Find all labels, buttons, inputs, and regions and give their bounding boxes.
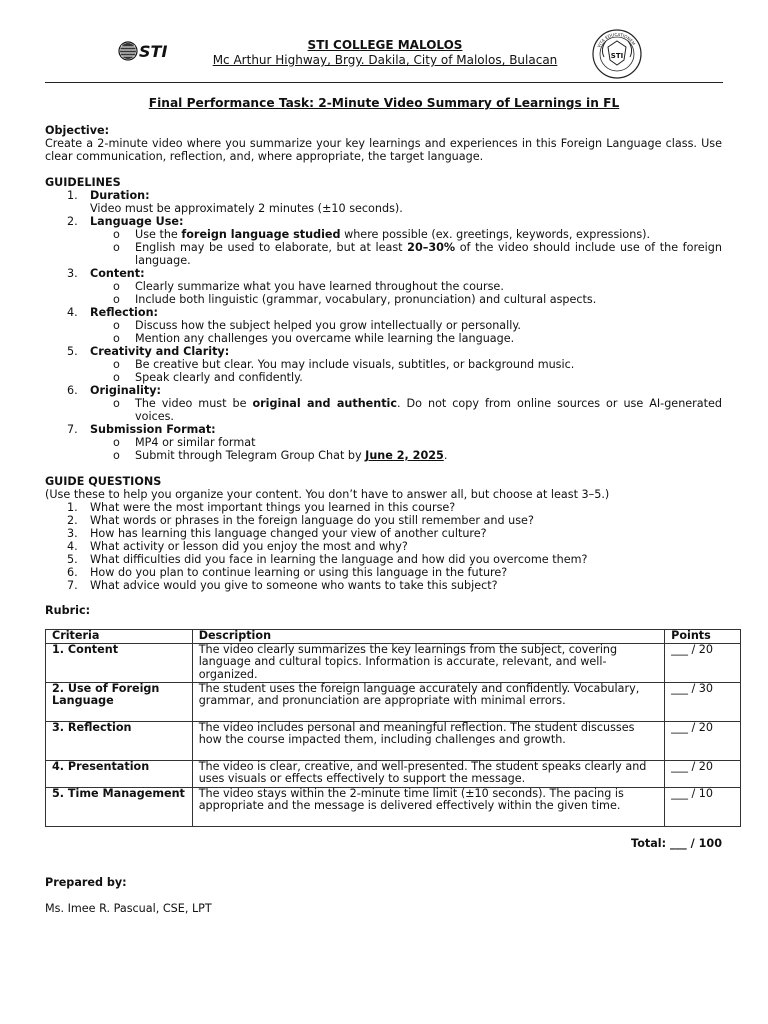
rubric-description: The video includes personal and meaningful reflection. The student discusses how the course impacted them, including challenges and growth. [192, 721, 664, 760]
guideline-number: 7. [67, 423, 78, 436]
guideline-subitem: o The video must be original and authentic. Do not copy from online sources or use AI-generated voices. [113, 397, 722, 423]
bullet-icon: o [113, 436, 120, 449]
document-body [45, 124, 722, 592]
bullet-icon: o [113, 280, 120, 293]
bullet-icon: o [113, 371, 120, 384]
due-date: June 2, 2025 [365, 449, 444, 462]
rubric-row [46, 760, 741, 787]
guideline-item [45, 345, 722, 358]
guide-questions-intro: (Use these to help you organize your content. You don’t have to answer all, but choose at least 3–5.) [45, 488, 610, 501]
guideline-number: 3. [67, 267, 78, 280]
sti-logo [118, 40, 174, 65]
guideline-subitem: o Use the foreign language studied where possible (ex. greetings, keywords, expressions). [113, 228, 651, 241]
bullet-icon: o [113, 293, 120, 306]
column-header-points: Points [665, 630, 741, 644]
bullet-icon: o [113, 228, 120, 241]
question-item: 1. What were the most important things you learned in this course? [67, 501, 456, 514]
header-divider [45, 82, 723, 83]
guideline-subitem: o Clearly summarize what you have learned throughout the course. [113, 280, 504, 293]
guideline-subitem: o Discuss how the subject helped you grow intellectually or personally. [113, 319, 521, 332]
question-item: 3. How has learning this language changed your view of another culture? [67, 527, 487, 540]
sti-logo-text: STI [139, 42, 168, 61]
question-item: 5. What difficulties did you face in learning the language and how did you overcome them? [67, 553, 588, 566]
rubric-row [46, 643, 741, 682]
guideline-subitem: o Speak clearly and confidently. [113, 371, 303, 384]
guideline-title: Language Use: [90, 215, 184, 228]
rubric-description: The student uses the foreign language accurately and confidently. Vocabulary, grammar, and pronunciation are appropriate with minimal errors. [192, 682, 664, 721]
bullet-icon: o [113, 449, 120, 462]
rubric-points: ___ / 30 [665, 682, 741, 721]
guideline-item [45, 306, 722, 319]
prepared-by-label: Prepared by: [45, 876, 127, 889]
guideline-subitem: o Mention any challenges you overcame while learning the language. [113, 332, 515, 345]
objective-label: Objective: [45, 124, 110, 137]
rubric-header-row [46, 630, 741, 644]
rubric-row [46, 787, 741, 826]
bullet-icon: o [113, 319, 120, 332]
guideline-title: Originality: [90, 384, 162, 397]
rubric-points: ___ / 20 [665, 760, 741, 787]
guideline-title: Submission Format: [90, 423, 216, 436]
guideline-item [45, 384, 722, 397]
bullet-icon: o [113, 358, 120, 371]
column-header-description: Description [192, 630, 664, 644]
guideline-number: 2. [67, 215, 78, 228]
guide-questions-heading: GUIDE QUESTIONS [45, 475, 162, 488]
guideline-title: Content: [90, 267, 145, 280]
seal-ring-text: VITA EDUCATIONEM [596, 31, 637, 49]
guideline-subitem: o Be creative but clear. You may include visuals, subtitles, or background music. [113, 358, 575, 371]
bullet-icon: o [113, 241, 120, 254]
seal-text: STI [610, 52, 624, 60]
rubric-description: The video stays within the 2-minute time limit (±10 seconds). The pacing is appropriate and the message is delivered effectively within the given time. [192, 787, 664, 826]
guideline-number: 5. [67, 345, 78, 358]
question-item: 7. What advice would you give to someone who wants to take this subject? [67, 579, 498, 592]
rubric-row [46, 721, 741, 760]
guideline-item [45, 423, 722, 436]
guideline-number: 1. [67, 189, 78, 202]
guideline-title: Creativity and Clarity: [90, 345, 230, 358]
guidelines-heading: GUIDELINES [45, 176, 121, 189]
guideline-item [45, 189, 722, 202]
rubric-criteria: 1. Content [46, 643, 193, 682]
bullet-icon: o [113, 397, 120, 410]
guideline-subitem: o Include both linguistic (grammar, vocabulary, pronunciation) and cultural aspects. [113, 293, 597, 306]
school-header [170, 38, 600, 68]
total-score: Total: ___ / 100 [631, 837, 722, 850]
rubric-points: ___ / 20 [665, 643, 741, 682]
guideline-item [45, 215, 722, 228]
objective-text: Create a 2-minute video where you summarize your key learnings and experiences in this Foreign Language class. Use clear communication, reflection, and, where appropriate, the target language. [45, 137, 722, 163]
guideline-item [45, 267, 722, 280]
guideline-title: Reflection: [90, 306, 159, 319]
rubric-criteria: 4. Presentation [46, 760, 193, 787]
question-item: 6. How do you plan to continue learning or using this language in the future? [67, 566, 508, 579]
rubric-criteria: 5. Time Management [46, 787, 193, 826]
guideline-text: Video must be approximately 2 minutes (±10 seconds). [90, 202, 403, 215]
guideline-subitem: o Submit through Telegram Group Chat by June 2, 2025. [113, 449, 448, 462]
guideline-number: 4. [67, 306, 78, 319]
column-header-criteria: Criteria [46, 630, 193, 644]
guideline-subitem: o MP4 or similar format [113, 436, 256, 449]
rubric-criteria: 2. Use of Foreign Language [46, 682, 193, 721]
guideline-title: Duration: [90, 189, 150, 202]
guideline-number: 6. [67, 384, 78, 397]
document-title: Final Performance Task: 2-Minute Video Summary of Learnings in FL [148, 96, 620, 110]
rubric-points: ___ / 10 [665, 787, 741, 826]
preparer-name: Ms. Imee R. Pascual, CSE, LPT [45, 902, 212, 915]
rubric-description: The video clearly summarizes the key learnings from the subject, covering language and cultural topics. Information is accurate, relevant, and well-organized. [192, 643, 664, 682]
school-seal [590, 27, 644, 84]
rubric-label: Rubric: [45, 604, 91, 617]
rubric-table [45, 629, 741, 827]
rubric-row [46, 682, 741, 721]
school-name: STI COLLEGE MALOLOS [307, 38, 463, 52]
question-item: 4. What activity or lesson did you enjoy the most and why? [67, 540, 408, 553]
school-address: Mc Arthur Highway, Brgy. Dakila, City of Malolos, Bulacan [212, 53, 558, 67]
bullet-icon: o [113, 332, 120, 345]
guideline-subitem: o English may be used to elaborate, but at least 20–30% of the video should include use of the foreign language. [113, 241, 722, 267]
rubric-description: The video is clear, creative, and well-presented. The student speaks clearly and uses visuals or effects effectively to support the message. [192, 760, 664, 787]
rubric-criteria: 3. Reflection [46, 721, 193, 760]
question-item: 2. What words or phrases in the foreign language do you still remember and use? [67, 514, 534, 527]
rubric-points: ___ / 20 [665, 721, 741, 760]
